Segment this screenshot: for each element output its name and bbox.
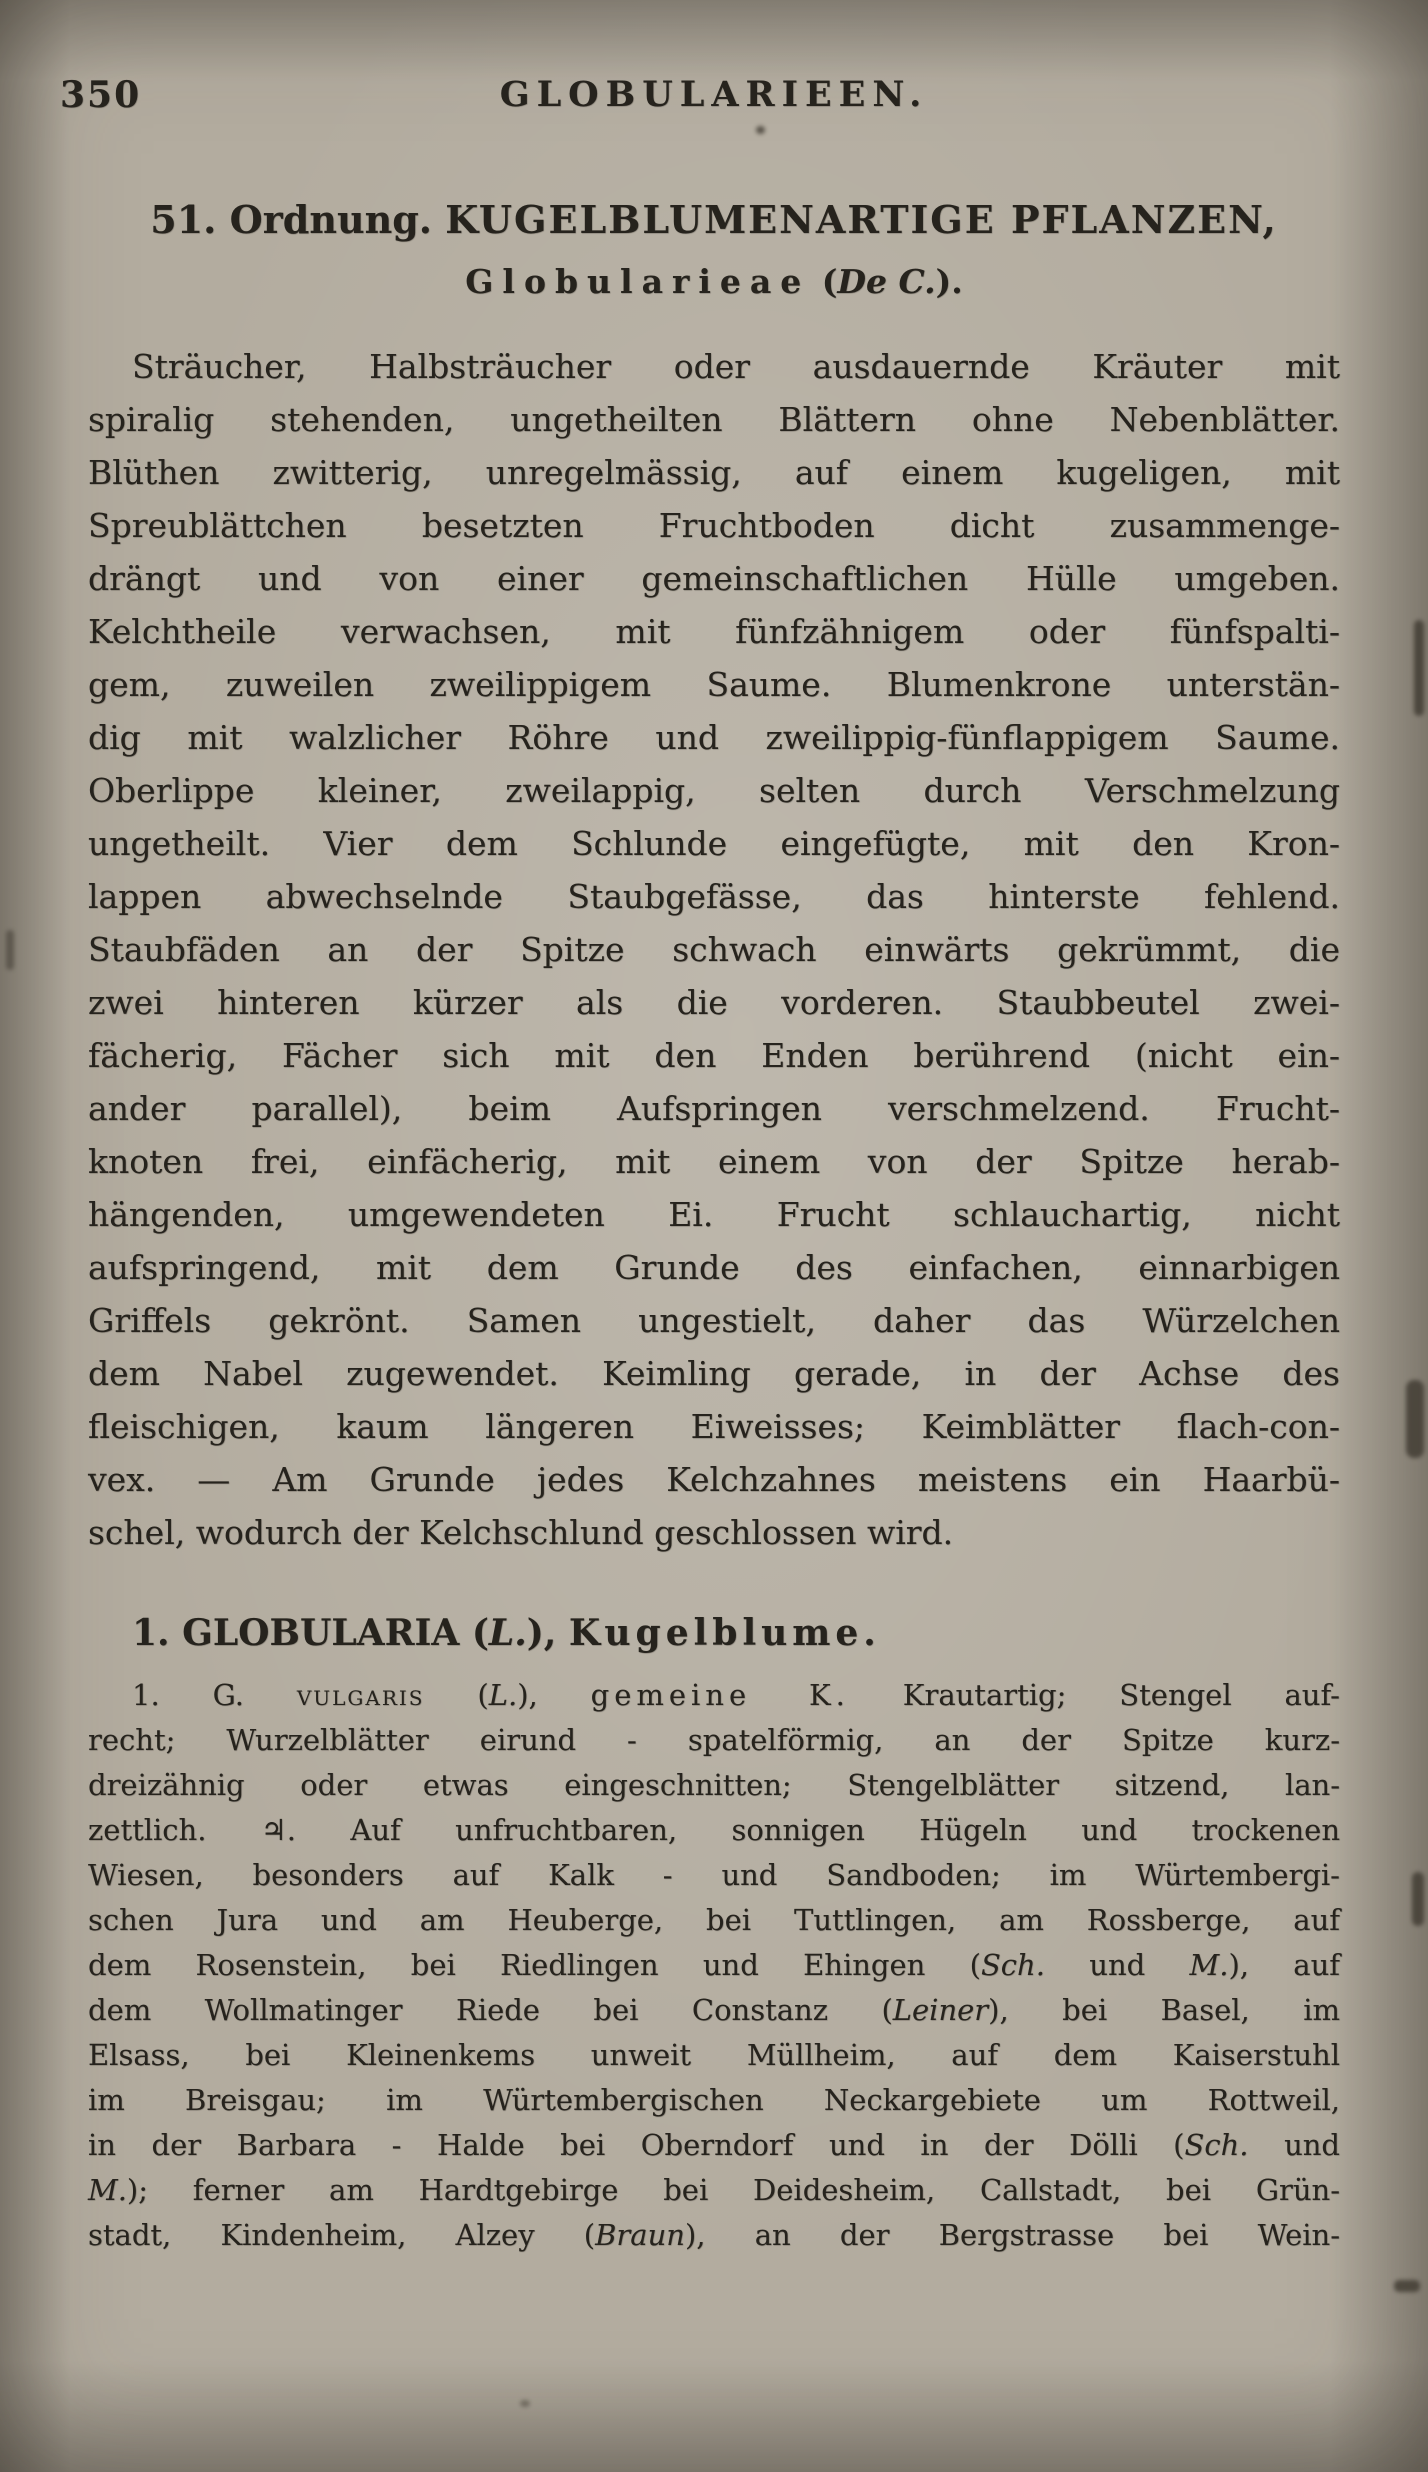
text-line: aufspringend, mit dem Grunde des einfachen, einnarbigen xyxy=(88,1248,1340,1287)
genus-paren-close: ), xyxy=(526,1612,569,1654)
text-line: in der Barbara - Halde bei Oberndorf und in der Dölli (Sch. und xyxy=(88,2128,1340,2162)
text-line: fleischigen, kaum längeren Eiweisses; Keimblätter flach-con- xyxy=(88,1407,1340,1446)
text-line: dig mit walzlicher Röhre und zweilippig-fünflappigem Saume. xyxy=(88,718,1340,757)
family-paren-close: ). xyxy=(935,262,963,301)
text-line: Sträucher, Halbsträucher oder ausdauernde Kräuter mit xyxy=(132,347,1340,386)
text-line: lappen abwechselnde Staubgefässe, das hinterste fehlend. xyxy=(88,877,1340,916)
scan-artifact xyxy=(1394,2280,1420,2292)
text-line: Elsass, bei Kleinenkems unweit Müllheim, auf dem Kaiserstuhl xyxy=(88,2038,1340,2072)
scan-artifact xyxy=(520,2400,530,2407)
text-line: Kelchtheile verwachsen, mit fünfzähnigem oder fünfspalti- xyxy=(88,612,1340,651)
text-line: zettlich. ♃. Auf unfruchtbaren, sonnigen Hügeln und trockenen xyxy=(88,1813,1340,1847)
running-header: GLOBULARIEEN. xyxy=(499,74,929,115)
genus-german-name: Kugelblume. xyxy=(568,1612,881,1654)
text-line: Wiesen, besonders auf Kalk - und Sandboden; im Würtembergi- xyxy=(88,1858,1340,1892)
genus-number: 1. xyxy=(132,1612,183,1654)
species-entry xyxy=(88,1673,1340,2258)
text-line: Spreublättchen besetzten Fruchtboden dicht zusammenge- xyxy=(88,506,1340,545)
family-name: Globularieae xyxy=(465,262,811,301)
order-title: KUGELBLUMENARTIGE PFLANZEN, xyxy=(445,197,1278,242)
text-line: recht; Wurzelblätter eirund - spatelförmig, an der Spitze kurz- xyxy=(88,1723,1340,1757)
text-line: dem Rosenstein, bei Riedlingen und Ehingen (Sch. und M.), auf xyxy=(88,1948,1340,1982)
family-heading xyxy=(88,260,1340,304)
text-line: ungetheilt. Vier dem Schlunde eingefügte, mit den Kron- xyxy=(88,824,1340,863)
order-heading xyxy=(88,196,1340,244)
text-line: im Breisgau; im Würtembergischen Neckargebiete um Rottweil, xyxy=(88,2083,1340,2117)
genus-heading xyxy=(88,1609,1340,1657)
scan-artifact xyxy=(756,126,765,134)
text-line: dem Wollmatinger Riede bei Constanz (Leiner), bei Basel, im xyxy=(88,1993,1340,2027)
text-line: dreizähnig oder etwas eingeschnitten; Stengelblätter sitzend, lan- xyxy=(88,1768,1340,1802)
text-line: dem Nabel zugewendet. Keimling gerade, in der Achse des xyxy=(88,1354,1340,1393)
order-number: 51. Ordnung. xyxy=(150,197,446,242)
family-author: De C. xyxy=(837,262,936,301)
text-line: M.); ferner am Hardtgebirge bei Deidesheim, Callstadt, bei Grün- xyxy=(88,2173,1340,2207)
text-line: zwei hinteren kürzer als die vorderen. Staubbeutel zwei- xyxy=(88,983,1340,1022)
scan-artifact xyxy=(1406,1380,1424,1458)
order-description xyxy=(88,340,1340,1559)
text-line: Oberlippe kleiner, zweilappig, selten durch Verschmelzung xyxy=(88,771,1340,810)
genus-author: L. xyxy=(488,1612,527,1654)
text-line: gem, zuweilen zweilippigem Saume. Blumenkrone unterstän- xyxy=(88,665,1340,704)
text-line: fächerig, Fächer sich mit den Enden berührend (nicht ein- xyxy=(88,1036,1340,1075)
text-line: knoten frei, einfächerig, mit einem von der Spitze herab- xyxy=(88,1142,1340,1181)
text-line: schel, wodurch der Kelchschlund geschlossen wird. xyxy=(88,1513,954,1552)
genus-name: GLOBULARIA xyxy=(182,1612,472,1654)
text-line: Griffels gekrönt. Samen ungestielt, daher das Würzelchen xyxy=(88,1301,1340,1340)
scan-artifact xyxy=(1414,620,1424,716)
text-line: Staubfäden an der Spitze schwach einwärts gekrümmt, die xyxy=(88,930,1340,969)
text-line: spiralig stehenden, ungetheilten Blättern ohne Nebenblätter. xyxy=(88,400,1340,439)
page-number: 350 xyxy=(60,74,142,116)
text-line: vex. — Am Grunde jedes Kelchzahnes meistens ein Haarbü- xyxy=(88,1460,1340,1499)
text-line: hängenden, umgewendeten Ei. Frucht schlauchartig, nicht xyxy=(88,1195,1340,1234)
text-line: schen Jura und am Heuberge, bei Tuttlingen, am Rossberge, auf xyxy=(88,1903,1340,1937)
scan-artifact xyxy=(1412,1872,1424,1926)
text-line: stadt, Kindenheim, Alzey (Braun), an der Bergstrasse bei Wein- xyxy=(88,2218,1340,2252)
text-line: ander parallel), beim Aufspringen verschmelzend. Frucht- xyxy=(88,1089,1340,1128)
genus-paren-open: ( xyxy=(471,1612,489,1654)
text-line: 1. G. vulgaris (L.), gemeine K. Krautartig; Stengel auf- xyxy=(132,1678,1340,1712)
family-paren-open: ( xyxy=(810,262,838,301)
scan-artifact xyxy=(6,930,14,970)
text-line: Blüthen zwitterig, unregelmässig, auf einem kugeligen, mit xyxy=(88,453,1340,492)
page-content xyxy=(88,196,1340,2258)
text-line: drängt und von einer gemeinschaftlichen Hülle umgeben. xyxy=(88,559,1340,598)
